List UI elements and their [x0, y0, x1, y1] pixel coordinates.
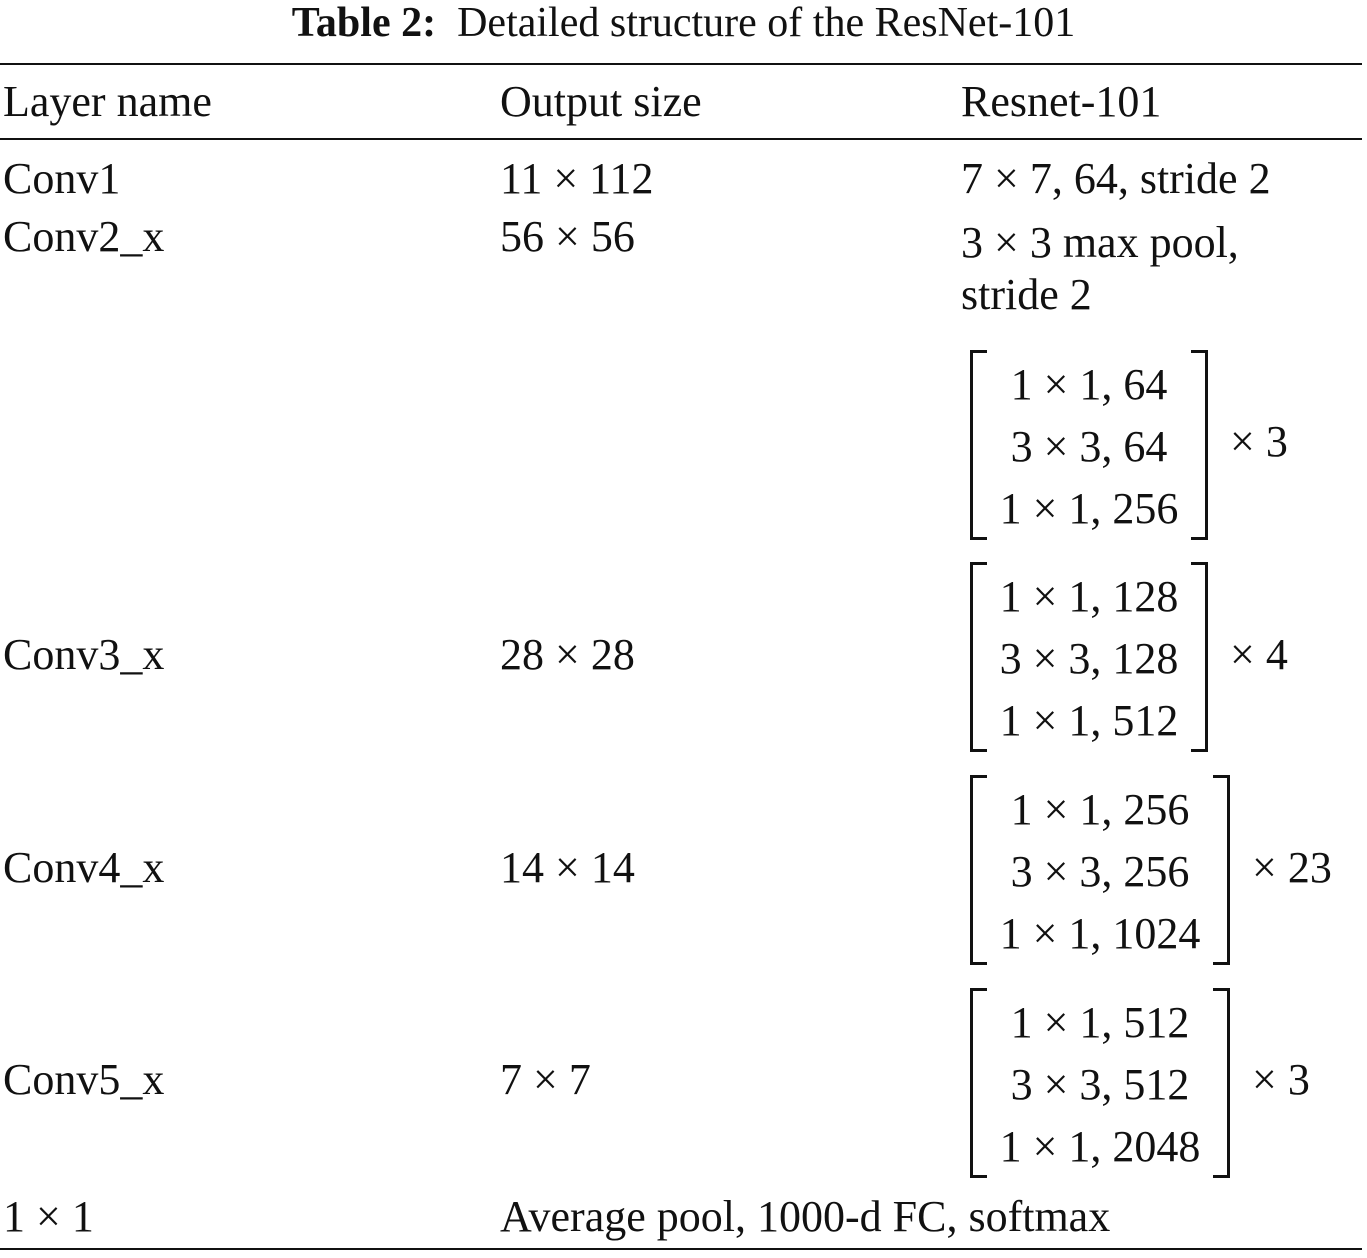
- left-bracket: [970, 775, 987, 965]
- header-rule: [0, 138, 1362, 140]
- matrix-line: 1 × 1, 2048: [999, 1122, 1201, 1171]
- table-caption-label: Table 2:: [291, 0, 437, 46]
- matrix-line: 3 × 3, 64: [1010, 422, 1168, 471]
- matrix-line: 1 × 1, 1024: [999, 909, 1201, 958]
- row-conv1-spec: 7 × 7, 64, stride 2: [961, 154, 1271, 203]
- row-conv1-layer: Conv1: [3, 154, 121, 203]
- row-conv3-layer: Conv3_x: [3, 630, 165, 679]
- conv4-block-matrix: [970, 775, 1230, 965]
- left-bracket: [970, 988, 987, 1178]
- row-conv2-pool-line2: stride 2: [961, 270, 1092, 319]
- table-caption: [0, 0, 1367, 48]
- matrix-line: 3 × 3, 256: [1010, 847, 1190, 896]
- matrix-line: 1 × 1, 256: [999, 484, 1179, 533]
- header-output-size: Output size: [500, 77, 702, 126]
- left-bracket: [970, 350, 987, 540]
- conv4-block-multiplier: × 23: [1252, 843, 1332, 892]
- row-conv4-output: 14 × 14: [500, 843, 635, 892]
- conv5-block-multiplier: × 3: [1252, 1055, 1310, 1104]
- row-conv1-output: 11 × 112: [500, 154, 654, 203]
- row-conv4-layer: Conv4_x: [3, 843, 165, 892]
- row-conv2-layer: Conv2_x: [3, 212, 165, 261]
- row-final-layer: 1 × 1: [3, 1192, 94, 1241]
- matrix-line: 3 × 3, 512: [1010, 1060, 1190, 1109]
- conv3-block-multiplier: × 4: [1230, 630, 1288, 679]
- row-conv2-pool-line1: 3 × 3 max pool,: [961, 218, 1239, 267]
- left-bracket: [970, 562, 987, 752]
- table-caption-text: Detailed structure of the ResNet-101: [457, 0, 1076, 46]
- right-bracket: [1191, 562, 1208, 752]
- bottom-rule: [0, 1248, 1362, 1250]
- conv3-block-matrix: [970, 562, 1208, 752]
- conv2-block-matrix: [970, 350, 1208, 540]
- matrix-line: 1 × 1, 128: [999, 572, 1179, 621]
- row-conv5-output: 7 × 7: [500, 1055, 591, 1104]
- right-bracket: [1191, 350, 1208, 540]
- matrix-line: 1 × 1, 512: [1010, 998, 1190, 1047]
- row-conv5-layer: Conv5_x: [3, 1055, 165, 1104]
- header-layer-name: Layer name: [3, 77, 212, 126]
- top-rule: [0, 63, 1362, 65]
- row-final-spec: Average pool, 1000-d FC, softmax: [500, 1192, 1111, 1241]
- right-bracket: [1213, 775, 1230, 965]
- row-conv3-output: 28 × 28: [500, 630, 635, 679]
- right-bracket: [1213, 988, 1230, 1178]
- matrix-line: 1 × 1, 512: [999, 696, 1179, 745]
- matrix-line: 3 × 3, 128: [999, 634, 1179, 683]
- matrix-line: 1 × 1, 64: [1010, 360, 1168, 409]
- header-resnet: Resnet-101: [961, 77, 1162, 126]
- row-conv2-output: 56 × 56: [500, 212, 635, 261]
- conv5-block-matrix: [970, 988, 1230, 1178]
- matrix-line: 1 × 1, 256: [1010, 785, 1190, 834]
- conv2-block-multiplier: × 3: [1230, 417, 1288, 466]
